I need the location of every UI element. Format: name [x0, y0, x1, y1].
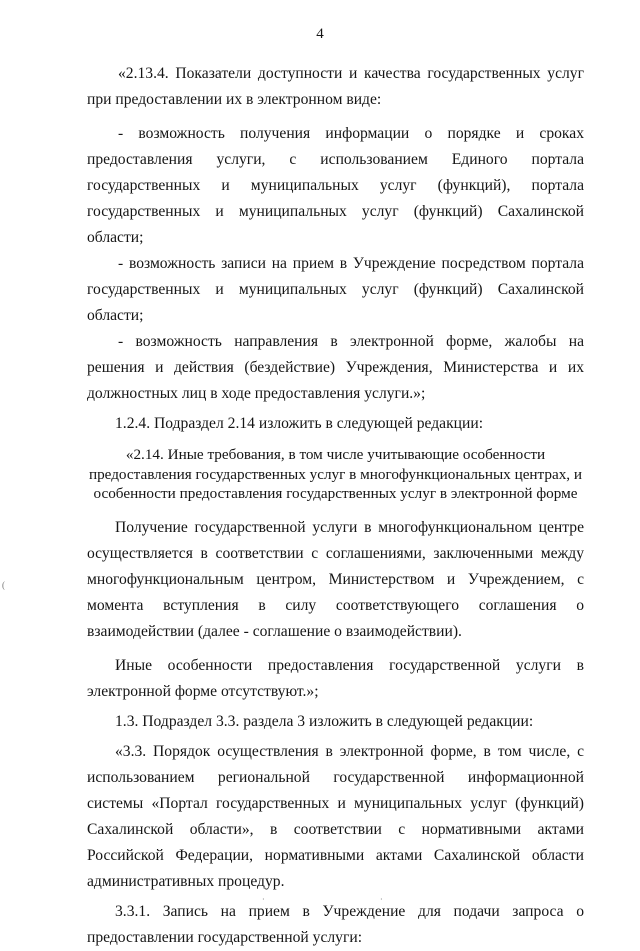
paragraph-3-3: «3.3. Порядок осуществления в электронной форме, в том числе, с использованием региональной государственной информационной системы «Портал государственных и муниципальных услуг (функций) Сахалинской области», в соответствии с нормативными актами Российской Федерации, нормативными актами Сахалинской области административных процедур. [87, 742, 584, 890]
page-number: 4 [316, 26, 324, 42]
paragraph-mfc: Получение государственной услуги в многофункциональном центре осуществляется в соответствии с соглашениями, заключенными между многофункциональным центром, Министерством и Учреждением, с момента вступления в силу соответствующего соглашения о взаимодействии (далее - соглашение о взаимодействии). [87, 518, 584, 640]
bottom-scan-mark: · [262, 895, 265, 904]
document-body [87, 61, 584, 951]
paragraph-info-access: - возможность получения информации о порядке и сроках предоставления услуги, с использованием Единого портала государственных и муниципальных услуг (функций), портала государственных и муниципальных услуг (функций) Сахалинской области; [87, 125, 584, 246]
paragraph-1-2-4: 1.2.4. Подраздел 2.14 изложить в следующей редакции: [115, 415, 484, 432]
paragraph-complaints: - возможность направления в электронной форме, жалобы на решения и действия (бездействие) Учреждения, Министерства и их должностных лиц в ходе предоставления услуги.»; [87, 333, 584, 402]
paragraph-3-3-1: 3.3.1. Запись на прием в Учреждение для подачи запроса о предоставлении государственной услуги: [87, 902, 584, 946]
section-heading-2-14: «2.14. Иные требования, в том числе учитывающие особенности предоставления государственных услуг в многофункциональных центрах, и особенности предоставления государственных услуг в электронной форме [88, 446, 583, 502]
paragraph-other-features: Иные особенности предоставления государственной услуги в электронной форме отсутствуют.»; [87, 656, 584, 700]
margin-scan-mark: ( [2, 580, 5, 590]
paragraph-2-13-4: «2.13.4. Показатели доступности и качества государственных услуг при предоставлении их в электронном виде: [87, 65, 584, 108]
paragraph-1-3: 1.3. Подраздел 3.3. раздела 3 изложить в следующей редакции: [115, 712, 534, 730]
paragraph-appointment: - возможность записи на прием в Учреждение посредством портала государственных и муниципальных услуг (функций) Сахалинской области; [87, 255, 584, 324]
bottom-scan-mark: · [380, 895, 383, 904]
